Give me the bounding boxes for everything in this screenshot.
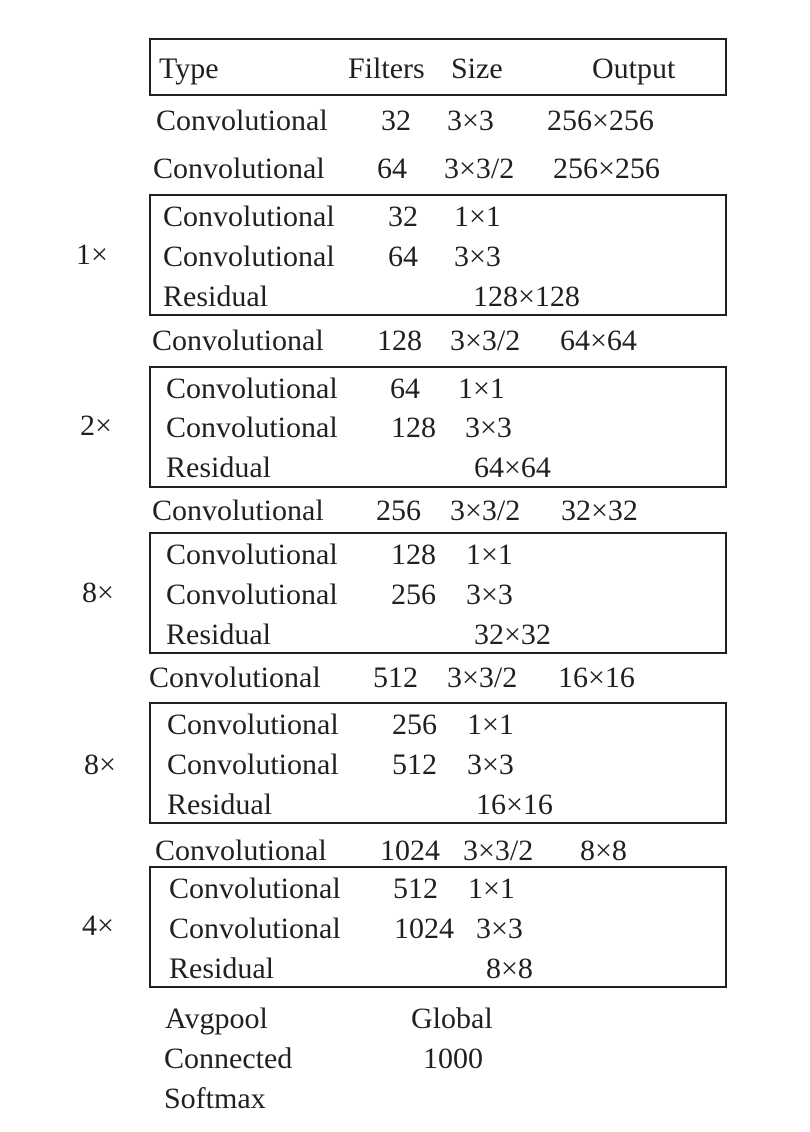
row-size: 3×3/2: [450, 324, 521, 357]
row-size: 3×3: [454, 240, 501, 273]
row-type: Residual: [167, 788, 272, 821]
row-size: 3×3: [465, 411, 512, 444]
row-size: 3×3/2: [444, 152, 515, 185]
row-size: 1×1: [458, 372, 505, 405]
row-output: 64×64: [474, 451, 551, 484]
header-size: Size: [451, 52, 503, 85]
row-size: 1×1: [468, 872, 515, 905]
row-size: 3×3/2: [447, 661, 518, 694]
row-type: Convolutional: [167, 708, 339, 741]
row-size: 3×3: [476, 912, 523, 945]
row-size: 1×1: [467, 708, 514, 741]
row-filters: 64: [377, 152, 407, 185]
row-type: Convolutional: [167, 748, 339, 781]
row-size: 3×3/2: [463, 834, 534, 867]
row-filters: 64: [390, 372, 420, 405]
row-size: 1×1: [466, 538, 513, 571]
row-type: Convolutional: [169, 872, 341, 905]
row-size: 3×3: [467, 748, 514, 781]
row-size: 3×3: [466, 578, 513, 611]
row-type: Convolutional: [152, 494, 324, 527]
row-output: 256×256: [547, 104, 654, 137]
row-type: Convolutional: [166, 538, 338, 571]
row-filters: 512: [373, 661, 418, 694]
row-filters: 256: [392, 708, 437, 741]
row-output: 32×32: [474, 618, 551, 651]
row-type: Convolutional: [163, 200, 335, 233]
row-filters: 256: [391, 578, 436, 611]
row-type: Residual: [166, 451, 271, 484]
row-output: 16×16: [476, 788, 553, 821]
row-type: Convolutional: [163, 240, 335, 273]
repeat-count: 1×: [76, 238, 108, 271]
row-output: 8×8: [580, 834, 627, 867]
row-type: Convolutional: [166, 578, 338, 611]
row-output: 32×32: [561, 494, 638, 527]
row-type: Connected: [164, 1042, 293, 1075]
row-type: Residual: [169, 952, 274, 985]
row-output: 128×128: [473, 280, 580, 313]
row-size: 1×1: [454, 200, 501, 233]
row-value: 1000: [423, 1042, 483, 1075]
row-type: Convolutional: [149, 661, 321, 694]
row-value: Global: [411, 1002, 493, 1035]
row-filters: 1024: [394, 912, 454, 945]
row-size: 3×3: [447, 104, 494, 137]
row-filters: 32: [388, 200, 418, 233]
row-filters: 1024: [380, 834, 440, 867]
row-type: Convolutional: [156, 104, 328, 137]
row-type: Convolutional: [169, 912, 341, 945]
row-type: Residual: [163, 280, 268, 313]
row-filters: 512: [392, 748, 437, 781]
row-type: Softmax: [164, 1082, 266, 1115]
row-output: 256×256: [553, 152, 660, 185]
header-filters: Filters: [348, 52, 425, 85]
header-output: Output: [592, 52, 676, 85]
row-type: Avgpool: [165, 1002, 268, 1035]
row-type: Convolutional: [166, 411, 338, 444]
row-filters: 32: [381, 104, 411, 137]
repeat-count: 8×: [84, 748, 116, 781]
row-filters: 512: [393, 872, 438, 905]
repeat-count: 2×: [80, 409, 112, 442]
row-size: 3×3/2: [450, 494, 521, 527]
repeat-count: 4×: [82, 909, 114, 942]
header-type: Type: [159, 52, 219, 85]
row-filters: 128: [377, 324, 422, 357]
row-filters: 256: [376, 494, 421, 527]
row-output: 8×8: [486, 952, 533, 985]
row-type: Residual: [166, 618, 271, 651]
row-filters: 128: [391, 411, 436, 444]
row-type: Convolutional: [155, 834, 327, 867]
row-type: Convolutional: [166, 372, 338, 405]
row-filters: 64: [388, 240, 418, 273]
row-type: Convolutional: [153, 152, 325, 185]
row-type: Convolutional: [152, 324, 324, 357]
row-output: 64×64: [560, 324, 637, 357]
row-filters: 128: [391, 538, 436, 571]
row-output: 16×16: [558, 661, 635, 694]
repeat-count: 8×: [82, 576, 114, 609]
